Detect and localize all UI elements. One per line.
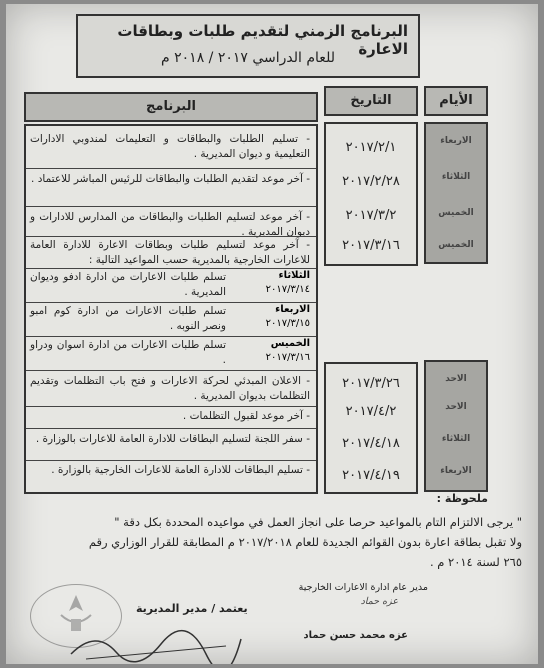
sub-date: ٢٠١٧/٣/١٦	[265, 352, 310, 363]
date-cell: ٢٠١٧/٢/١	[345, 140, 397, 155]
header-date: التاريخ	[324, 86, 418, 116]
date-cell: ٢٠١٧/٤/٢	[345, 404, 397, 419]
row-divider	[26, 302, 316, 303]
program-item: - آخر موعد لتسليم الطلبات والبطاقات من المدارس للادارات و ديوان المديرية .	[30, 211, 310, 238]
day-cell: الاحد	[445, 402, 467, 412]
document-page	[6, 4, 538, 664]
sub-day: الاربعاء	[275, 304, 310, 315]
page-subtitle: للعام الدراسي ٢٠١٧ / ٢٠١٨ م	[161, 50, 335, 66]
page-title: البرنامج الزمني لتقديم طلبات وبطاقات الاعارة	[117, 22, 408, 58]
sub-day: الثلاثاء	[278, 270, 310, 281]
row-divider	[26, 336, 316, 337]
day-cell: الخميس	[438, 240, 474, 250]
sub-date: ٢٠١٧/٣/١٤	[265, 284, 310, 295]
program-item: - تسليم البطاقات للادارة العامة للاعارات الخارجية بالوزارة .	[51, 464, 310, 476]
dates-column-bottom	[324, 362, 418, 494]
program-item: - سفر اللجنة لتسليم البطاقات للادارة العامة للاعارات بالوزارة .	[35, 433, 310, 445]
date-cell: ٢٠١٧/٣/٢٦	[342, 376, 400, 391]
row-divider	[26, 168, 316, 169]
header-days: الأيام	[424, 86, 488, 116]
day-cell: الثلاثاء	[441, 434, 471, 444]
day-cell: الخميس	[438, 208, 474, 218]
dates-column-top	[324, 122, 418, 266]
title-box	[76, 14, 420, 78]
sub-item: تسلم طلبات الاعارات من ادارة ادفو وديوان المديرية .	[30, 271, 226, 298]
sub-date: ٢٠١٧/٣/١٥	[265, 318, 310, 329]
row-divider	[26, 428, 316, 429]
signature-scribble	[66, 624, 246, 664]
program-column	[24, 124, 318, 494]
day-cell: الثلاثاء	[441, 172, 471, 182]
day-cell: الاربعاء	[440, 466, 472, 476]
row-divider	[26, 406, 316, 407]
sub-day: الخميس	[270, 338, 310, 349]
sub-item: تسلم طلبات الاعارات من ادارة اسوان ودراو .	[30, 339, 226, 366]
notes-label: ملحوظة :	[436, 492, 488, 505]
program-item: - آخر موعد لقبول التظلمات .	[182, 410, 310, 422]
row-divider	[26, 370, 316, 371]
header-program: البرنامج	[24, 92, 318, 122]
director-general-name: عزه محمد حسن حماد	[303, 630, 408, 641]
program-item: - آخر موعد لتقديم الطلبات والبطاقات للرئيس المباشر للاعتماد .	[31, 173, 310, 185]
date-cell: ٢٠١٧/٣/٢	[345, 208, 397, 223]
program-item: - تسليم الطلبات والبطاقات و التعليمات لمندوبي الادارات التعليمية و ديوان المديرية .	[30, 133, 310, 160]
days-column-bottom	[424, 360, 488, 492]
date-cell: ٢٠١٧/٤/١٨	[342, 436, 400, 451]
notes-line: ولا تقبل بطاقة اعارة بدون القوائم الجديدة للعام ٢٠١٧/٢٠١٨ م المطابقة للقرار الوزاري رقم	[88, 535, 522, 549]
day-cell: الاربعاء	[440, 136, 472, 146]
days-column-top	[424, 122, 488, 264]
date-cell: ٢٠١٧/٢/٢٨	[342, 174, 400, 189]
sub-item: تسلم طلبات الاعارات من ادارة كوم امبو ونصر النوبه .	[30, 305, 226, 332]
notes-line: " يرجى الالتزام التام بالمواعيد حرصا على انجاز العمل في مواعيده المحددة بكل دقة "	[114, 515, 522, 529]
row-divider	[26, 206, 316, 207]
handwritten-signature: عزه حماد	[360, 596, 398, 607]
date-cell: ٢٠١٧/٣/١٦	[342, 238, 400, 253]
director-general-title: مدير عام ادارة الاعارات الخارجية	[298, 582, 428, 593]
notes-line: ٢٦٥ لسنة ٢٠١٤ م .	[429, 555, 522, 569]
notes-body	[26, 512, 522, 572]
program-item: - الاعلان المبدئي لحركة الاعارات و فتح باب التظلمات وتقديم التظلمات بديوان المديرية .	[30, 375, 310, 402]
date-cell: ٢٠١٧/٤/١٩	[342, 468, 400, 483]
row-divider	[26, 236, 316, 237]
program-item: - آخر موعد لتسليم طلبات وبطاقات الاعارة للادارة العامة للاعارات الخارجية بالمديرية حسب المواعيد التالية :	[30, 239, 310, 266]
undersecretary-label: يعتمد / مدير المديرية	[136, 602, 248, 615]
row-divider	[26, 460, 316, 461]
sub-schedule	[26, 268, 316, 370]
day-cell: الاحد	[445, 374, 467, 384]
